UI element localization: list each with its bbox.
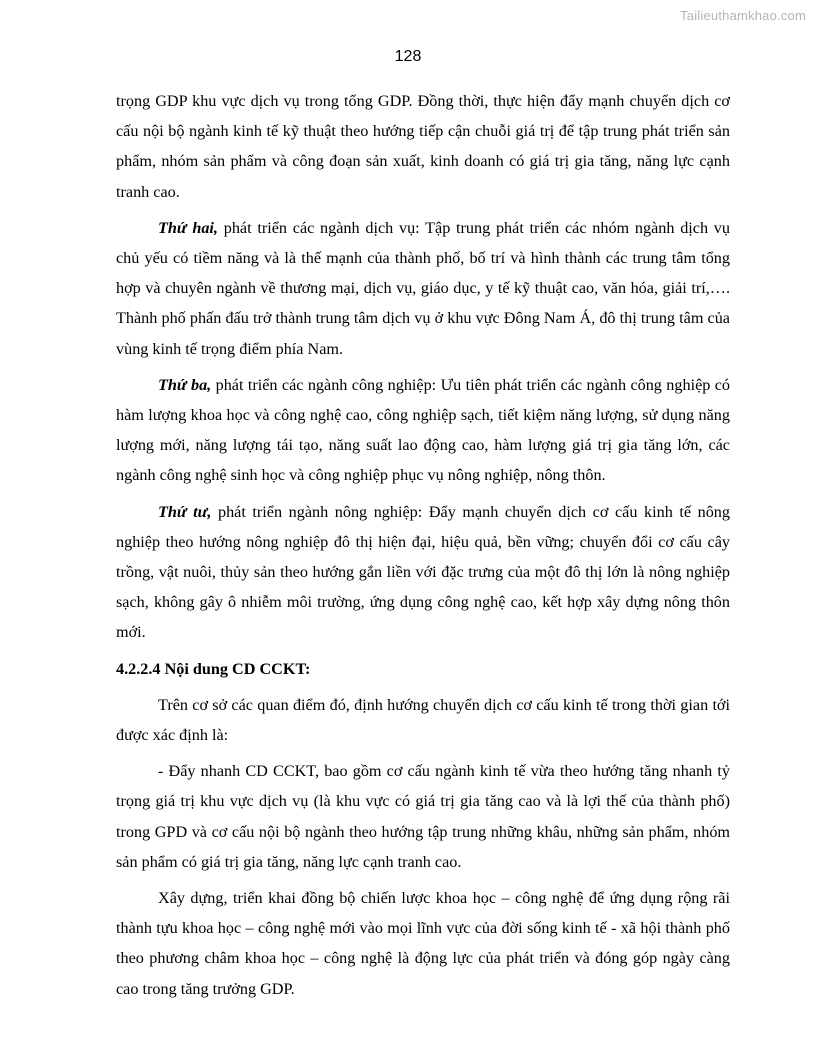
section-heading: 4.2.2.4 Nội dung CD CCKT:: [116, 659, 311, 678]
paragraph-continuation: trọng GDP khu vực dịch vụ trong tổng GDP. Đồng thời, thực hiện đẩy mạnh chuyển dịch cơ cấu nội bộ ngành kinh tế kỹ thuật theo hướng tiếp cận chuỗi giá trị để tập trung phát triển sản phẩm, nhóm sản phẩm và công đoạn sản xuất, kinh doanh có giá trị gia tăng, năng lực cạnh tranh cao.: [116, 92, 730, 201]
paragraph-bullet: - Đẩy nhanh CD CCKT, bao gồm cơ cấu ngành kinh tế vừa theo hướng tăng nhanh tỷ trọng giá trị khu vực dịch vụ (là khu vực có giá trị gia tăng cao và là lợi thế của thành phố) trong GPD và cơ cấu nội bộ ngành theo hướng tập trung những khâu, những sản phẩm, nhóm sản phẩm có giá trị gia tăng, năng lực cạnh tranh cao.: [116, 762, 730, 871]
watermark: Tailieuthamkhao.com: [680, 8, 806, 23]
paragraph-lead: Thứ tư,: [158, 502, 212, 521]
paragraph-science-technology: Xây dựng, triển khai đồng bộ chiến lược khoa học – công nghệ để ứng dụng rộng rãi thành tựu khoa học – công nghệ mới vào mọi lĩnh vực của đời sống kinh tế - xã hội thành phố theo phương châm khoa học – công nghệ là động lực của phát triển và đóng góp ngày càng cao trong tăng trưởng GDP.: [116, 889, 730, 998]
page-number: 128: [394, 48, 422, 65]
paragraph-lead: Thứ hai,: [158, 218, 218, 237]
paragraph-intro: Trên cơ sở các quan điểm đó, định hướng chuyển dịch cơ cấu kinh tế trong thời gian tới được xác định là:: [116, 695, 730, 745]
paragraph-text: phát triển các ngành công nghiệp: Ưu tiên phát triển các ngành công nghiệp có hàm lượng khoa học và công nghệ cao, công nghiệp sạch, tiết kiệm năng lượng, sử dụng năng lượng mới, năng lượng tái tạo, năng suất lao động cao, hàm lượng giá trị gia tăng lớn, các ngành công nghệ sinh học và công nghiệp phục vụ nông nghiệp, nông thôn.: [116, 375, 731, 485]
document-body: [116, 86, 730, 1010]
paragraph-lead: Thứ ba,: [158, 375, 212, 394]
paragraph-industry: [116, 370, 730, 491]
paragraph-text: phát triển ngành nông nghiệp: Đẩy mạnh chuyển dịch cơ cấu kinh tế nông nghiệp theo hướng nông nghiệp đô thị hiện đại, hiệu quả, bền vững; chuyển đổi cơ cấu cây trồng, vật nuôi, thủy sản theo hướng gắn liền với đặc trưng của một đô thị lớn là nông nghiệp sạch, không gây ô nhiễm môi trường, ứng dụng công nghệ cao, kết hợp xây dựng nông thôn mới.: [116, 502, 730, 642]
paragraph-services: [116, 213, 730, 364]
paragraph-text: phát triển các ngành dịch vụ: Tập trung phát triển các nhóm ngành dịch vụ chủ yếu có tiềm năng và là thế mạnh của thành phố, bố trí và hình thành các trung tâm tổng hợp và chuyên ngành về thương mại, dịch vụ, giáo dục, y tế kỹ thuật cao, văn hóa, giải trí,…. Thành phố phấn đấu trở thành trung tâm dịch vụ ở khu vực Đông Nam Á, đô thị trung tâm của vùng kinh tế trọng điểm phía Nam.: [116, 218, 730, 358]
paragraph-agriculture: [116, 497, 730, 648]
